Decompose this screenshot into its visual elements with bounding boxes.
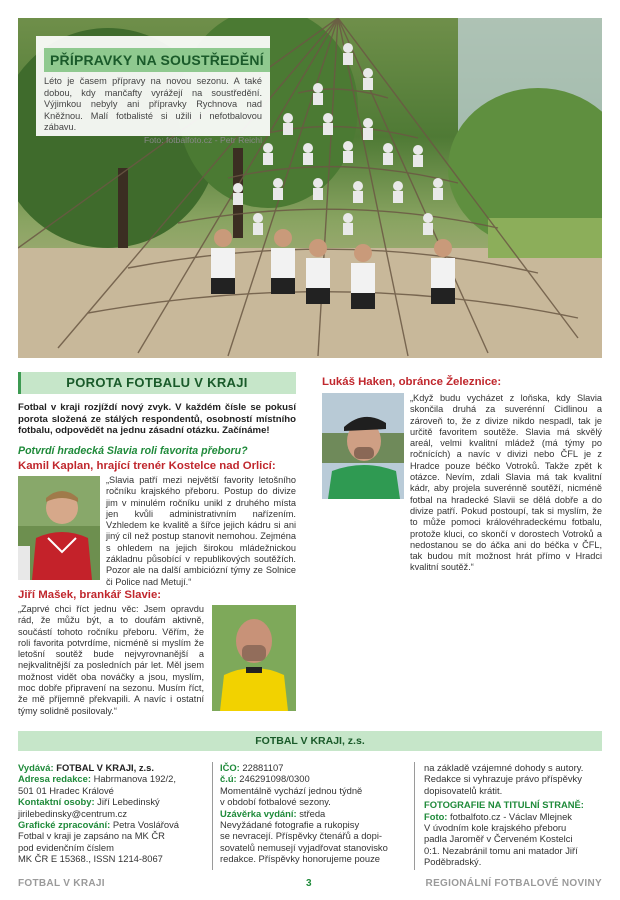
- respondent-name-masek: Jiří Mašek, brankář Slavie:: [18, 589, 162, 601]
- respondent-name-kaplan: Kamil Kaplan, hrající trenér Kostelce nad Orlicí:: [18, 460, 276, 472]
- contact-email[interactable]: jirilebedinsky@centrum.cz: [18, 807, 128, 819]
- porota-intro: Fotbal v kraji rozjíždí nový zvyk. V každém čísle se pokusí porota složená ze stálých respondentů, osobností místního fotbalu, odpovědět na jednu zásadní otázku. Začínáme!: [18, 402, 296, 437]
- porota-heading: POROTA FOTBALU V KRAJI: [18, 372, 296, 394]
- footer-tagline: REGIONÁLNÍ FOTBALOVÉ NOVINY: [425, 878, 602, 889]
- footer-col-info: IČO: 22881107 č.ú: 246291098/0300 Momentálně vychází jednou týdně v období fotbalové sezony. Uzávěrka vydání: středa Nevyžádané fotografie a rukopisy se nevracejí. Příspěvky čtenářů a dopi- sovatelů nemusejí vyjadřovat stanovisko redakce. Příspěvky honorujeme pouze: [220, 762, 388, 865]
- photo-kaplan: [18, 476, 100, 580]
- respondent-name-haken: Lukáš Haken, obránce Železnice:: [322, 376, 502, 388]
- footer-publication-name: FOTBAL V KRAJI: [18, 878, 105, 889]
- footer-col-photo: na základě vzájemné dohody s autory. Redakce si vyhrazuje právo příspěvky dopisovatelů krátit. FOTOGRAFIE NA TITULNÍ STRANĚ: Foto: fotbalfoto.cz - Václav Mlejnek V úvodním kole krajského přeboru padla Jaroměř v Červeném Kostelci 0:1. Nezabránil tomu ani matador Jiří Poděbradský.: [424, 762, 584, 868]
- respondent-answer-kaplan: „Slavia patří mezi největší favority letošního ročníku krajského přeboru. Postup do divize jim v minulém ročníku unikl z druhého místa jen kvůli administrativním nařízením. Vzhledem ke kvalitě a šířce jejich kádru si ani jiný cíl než postup stanovit nemohou. Zejména s ohledem na jejich širokou mládežnickou základnu působící v republikových soutěžích. Pozor ale na další ambiciózní týmy ze Solnice či Police nad Metují.“: [106, 475, 296, 587]
- footer-divider: [414, 762, 415, 870]
- photo-haken: [322, 393, 404, 499]
- page-number: 3: [306, 878, 312, 889]
- hero-caption-box: [36, 36, 270, 145]
- photo-masek: [212, 605, 296, 711]
- respondent-answer-haken: „Když budu vycházet z loňska, kdy Slavia skončila druhá za suverénní Cidlinou a zároveň to, že z divize nikdo nespadl, tak je určitě favoritem soutěže. Slavia má skvělý areál, velmi kvalitní mládež (má týmy po ročnících) a navíc v divizi nebo ČFL je z Hradce pouze béčko Votroků. Takže zpět k otázce. Nevím, zdali Slavia má tak kvalitní kádr, aby projela suverénně soutěží, nicméně fotbal na hradecké Slavii se dělá dobře a do divize patří. Pokud postoupí, tak si myslím, že to může pomoci královéhradeckému fotbalu, protože kluci, co skončí v dorostech Votroků a nedostanou se do áčka ani do béčka v ČFL, tak budou mít možnost hrát přímo v Hradci kvalitní soutěž.“: [410, 393, 602, 573]
- footer-col-publisher: Vydává: FOTBAL V KRAJI, z.s. Adresa redakce: Habrmanova 192/2, 501 01 Hradec Králové Kontaktní osoby: Jiří Lebedinský jirilebedinsky@centrum.cz Grafické zpracování: Petra Voslářová Fotbal v kraji je zapsáno na MK ČR pod evidenčním číslem MK ČR E 15368., ISSN 1214-8067: [18, 762, 210, 865]
- hero-credit: Foto: fotbalfoto.cz - Petr Reichl: [144, 134, 262, 145]
- footer-heading: FOTBAL V KRAJI, z.s.: [18, 731, 602, 751]
- respondent-answer-masek: „Zaprvé chci říct jednu věc: Jsem opravdu rád, že můžu být, a to doufám aktivně, součástí tohoto ročníku přeboru. Věřím, že roli favorita potvrdíme, nicméně si myslím že letošní soutěž bude nejvyrovnanější a nejkvalitnější za posledních pár let. Měl jsem možnost vidět oba nováčky a jsou, myslím, moc dobře připravení na sezonu. Musím říct, že mě příjemně překvapili. A navíc i ostatní týmy solidně posilovaly.“: [18, 604, 204, 716]
- footer-divider: [212, 762, 213, 870]
- porota-question: Potvrdí hradecká Slavia roli favorita přeboru?: [18, 445, 248, 457]
- hero-photo: [18, 18, 602, 358]
- hero-text: Léto je časem přípravy na novou sezonu. A také dobou, kdy mančafty vyrážejí na soustředění. Výjimkou nebyly ani přípravky Rychnova nad Kněžnou. Malí fotbalisté si užili i nefotbalovou zábavu.: [44, 76, 262, 132]
- hero-title: PŘÍPRAVKY NA SOUSTŘEDĚNÍ: [44, 48, 270, 72]
